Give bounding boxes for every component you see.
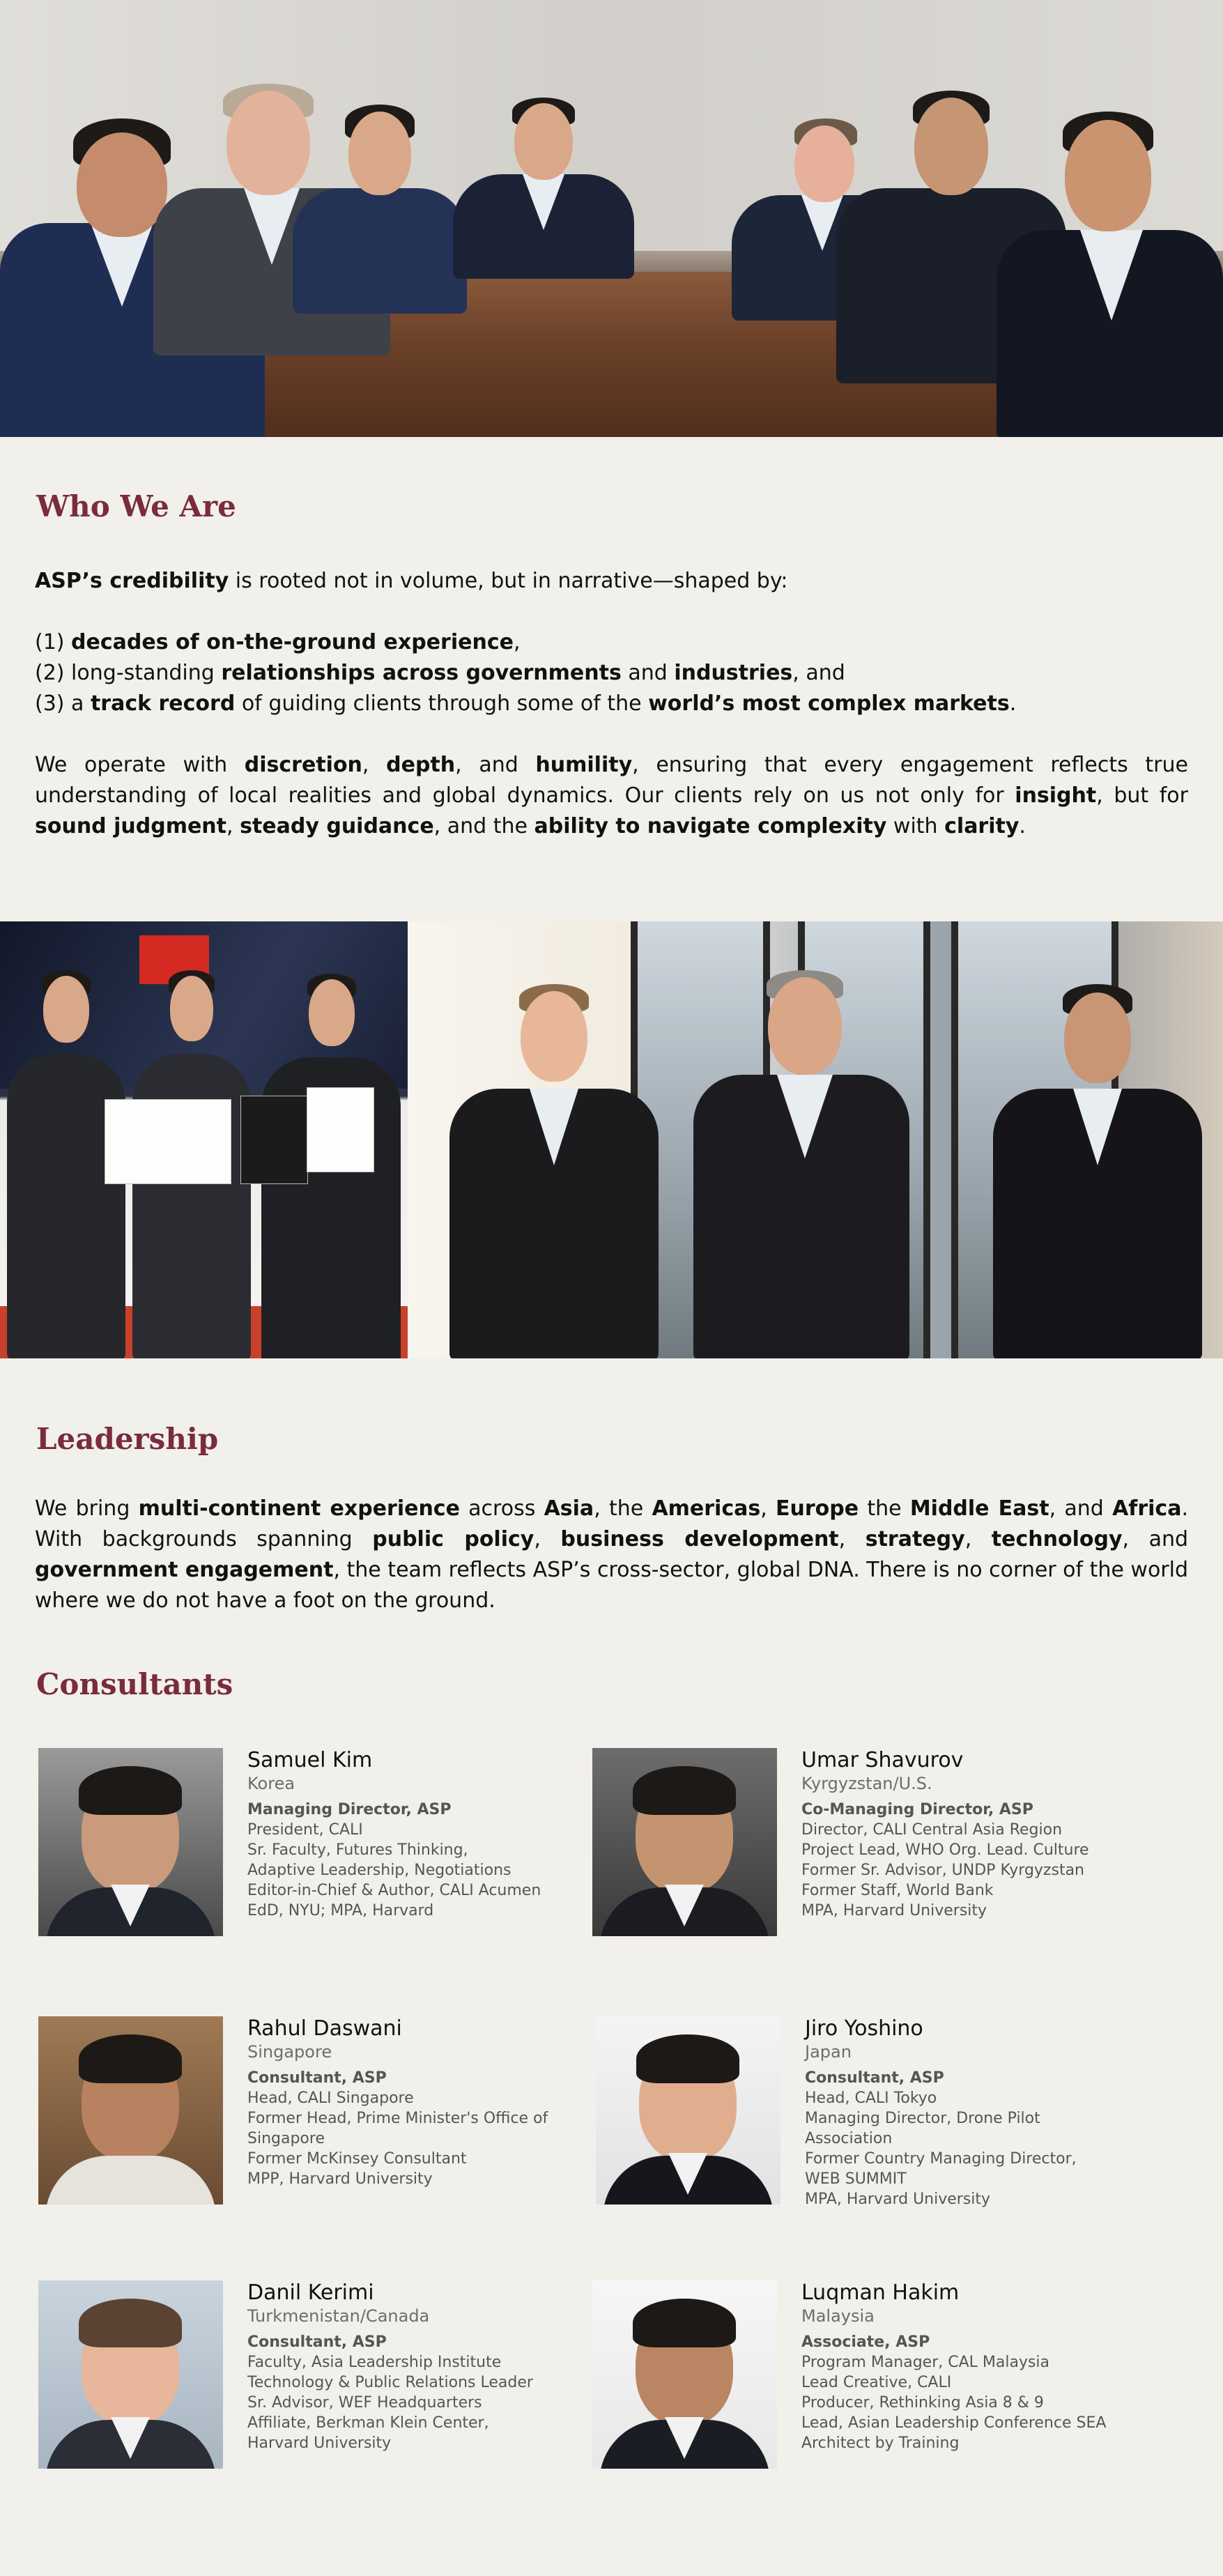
- credibility-paragraph: ASP’s credibility is rooted not in volume, but in narrative—shaped by:: [35, 569, 788, 593]
- consultant-credential: Managing Director, Drone Pilot Association: [805, 2110, 1040, 2147]
- consultant-credential: Producer, Rethinking Asia 8 & 9: [801, 2394, 1044, 2412]
- consultant-country: Kyrgyzstan/U.S.: [801, 1774, 932, 1793]
- consultant-name: Luqman Hakim: [801, 2280, 960, 2305]
- consultant-name: Jiro Yoshino: [805, 2016, 923, 2041]
- consultant-credential: Lead, Asian Leadership Conference SEA: [801, 2414, 1107, 2432]
- consultant-card-danil-kerimi: [38, 2280, 568, 2469]
- consultant-credential: Editor-in-Chief & Author, CALI Acumen: [247, 1882, 541, 1899]
- consultant-country: Singapore: [247, 2042, 332, 2062]
- consultant-credential: MPP, Harvard University: [247, 2170, 433, 2188]
- consultant-credential: Faculty, Asia Leadership Institute: [247, 2354, 502, 2371]
- consultant-card-samuel-kim: [38, 1748, 568, 1936]
- leadership-title: Leadership: [36, 1422, 219, 1456]
- consultant-credential: Harvard University: [247, 2435, 392, 2452]
- team-meeting-photo: [0, 0, 1223, 437]
- list-item: (2) long-standing relationships across governments and industries, and: [35, 661, 845, 685]
- consultant-credential: Former Sr. Advisor, UNDP Kyrgyzstan: [801, 1862, 1084, 1879]
- consultant-credential: Former Head, Prime Minister's Office of: [247, 2110, 548, 2127]
- consultant-credential: Program Manager, CAL Malaysia: [801, 2354, 1050, 2371]
- consultant-role: Associate, ASP: [801, 2333, 930, 2351]
- consultant-country: Japan: [805, 2042, 852, 2062]
- consultant-credential: Head, CALI Singapore: [247, 2090, 414, 2107]
- consultant-credential: Project Lead, WHO Org. Lead. Culture: [801, 1841, 1089, 1859]
- consultant-credential: Former McKinsey Consultant: [247, 2150, 467, 2168]
- who-we-are-title: Who We Are: [36, 489, 236, 523]
- consultant-credential: Architect by Training: [801, 2435, 960, 2452]
- consultant-photo: [596, 2016, 780, 2205]
- consultant-photo: [38, 1748, 223, 1936]
- consultant-card-jiro-yoshino: [596, 2016, 1125, 2208]
- consultant-photo: [38, 2016, 223, 2205]
- consultant-card-luqman-hakim: [592, 2280, 1122, 2469]
- consultant-credential: MPA, Harvard University: [805, 2191, 991, 2208]
- consultant-photo: [38, 2280, 223, 2469]
- signing-ceremony-photo: [0, 921, 408, 1358]
- consultant-credential: Head, CALI Tokyo: [805, 2090, 937, 2107]
- leadership-paragraph: We bring multi-continent experience across Asia, the Americas, Europe the Middle East, and Africa. With backgrounds spanning public policy, business development, strategy, technology, and government engagement, the team reflects ASP’s cross-sector, global DNA. There is no corner of the world where we do not have a foot on the ground.: [35, 1496, 1189, 1613]
- consultant-role: Managing Director, ASP: [247, 1801, 452, 1818]
- consultants-title: Consultants: [36, 1667, 233, 1701]
- consultant-country: Malaysia: [801, 2306, 875, 2326]
- consultant-credential: Sr. Advisor, WEF Headquarters: [247, 2394, 482, 2412]
- credibility-list: [35, 627, 1188, 719]
- consultant-photo: [592, 1748, 777, 1936]
- reception-toast-photo: [408, 921, 1223, 1358]
- approach-paragraph: We operate with discretion, depth, and humility, ensuring that every engagement reflects true understanding of local realities and global dynamics. Our clients rely on us not only for insight, but for sound judgment, steady guidance, and the ability to navigate complexity with clarity.: [35, 753, 1188, 838]
- consultant-credential: EdD, NYU; MPA, Harvard: [247, 1902, 434, 1919]
- consultant-credential: Lead Creative, CALI: [801, 2374, 952, 2391]
- list-item: (1) decades of on-the-ground experience,: [35, 630, 521, 654]
- consultant-card-umar-shavurov: [592, 1748, 1122, 1936]
- consultant-credential: Former Country Managing Director,: [805, 2150, 1077, 2168]
- consultant-name: Rahul Daswani: [247, 2016, 402, 2041]
- consultant-credential: Singapore: [247, 2130, 325, 2147]
- consultant-name: Danil Kerimi: [247, 2280, 374, 2305]
- consultant-credential: Adaptive Leadership, Negotiations: [247, 1862, 511, 1879]
- consultant-credential: Affiliate, Berkman Klein Center,: [247, 2414, 489, 2432]
- consultant-role: Consultant, ASP: [247, 2333, 387, 2351]
- consultant-credential: Former Staff, World Bank: [801, 1882, 994, 1899]
- consultant-credential: MPA, Harvard University: [801, 1902, 987, 1919]
- consultant-credential: WEB SUMMIT: [805, 2170, 907, 2188]
- consultant-credential: President, CALI: [247, 1821, 363, 1839]
- consultant-credential: Director, CALI Central Asia Region: [801, 1821, 1063, 1839]
- consultant-country: Korea: [247, 1774, 295, 1793]
- consultant-country: Turkmenistan/Canada: [247, 2306, 430, 2326]
- consultant-credential: Sr. Faculty, Futures Thinking,: [247, 1841, 468, 1859]
- consultant-card-rahul-daswani: [38, 2016, 568, 2205]
- consultant-role: Co-Managing Director, ASP: [801, 1801, 1033, 1818]
- consultant-credential: Technology & Public Relations Leader: [247, 2374, 533, 2391]
- consultant-name: Samuel Kim: [247, 1748, 373, 1772]
- consultant-role: Consultant, ASP: [805, 2069, 944, 2087]
- consultant-name: Umar Shavurov: [801, 1748, 964, 1772]
- list-item: (3) a track record of guiding clients through some of the world’s most complex markets.: [35, 691, 1017, 716]
- consultant-photo: [592, 2280, 777, 2469]
- consultant-role: Consultant, ASP: [247, 2069, 387, 2087]
